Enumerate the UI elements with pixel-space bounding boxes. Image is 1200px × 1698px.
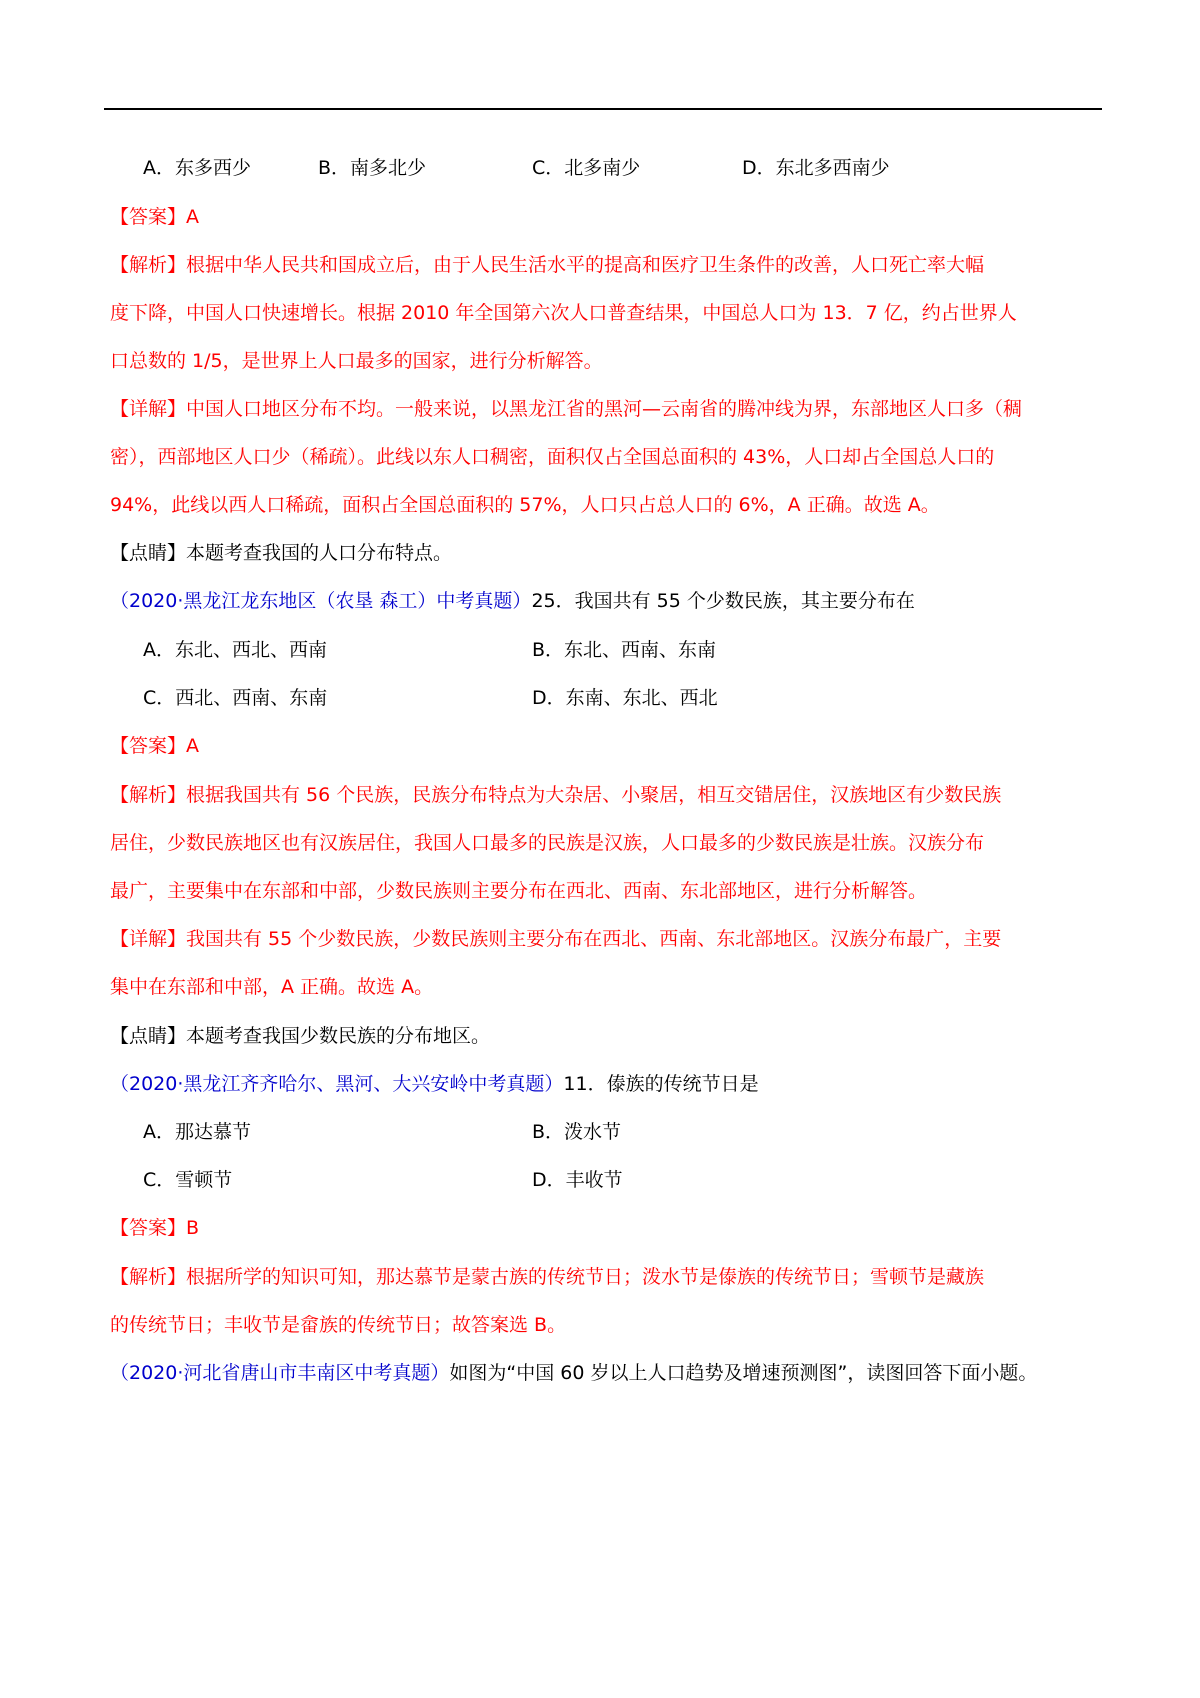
- q25-option-a: A．东北、西北、西南: [143, 639, 327, 661]
- header-rule: [104, 108, 1102, 110]
- q24-option-c: C．北多南少: [532, 157, 641, 179]
- q11-option-b: B．泼水节: [532, 1121, 622, 1143]
- q25-stem-row: [110, 589, 915, 613]
- q11-source: （2020·黑龙江齐齐哈尔、黑河、大兴安岭中考真题）: [110, 1073, 564, 1095]
- q24-option-a: A．东多西少: [143, 157, 251, 179]
- q25-answer: 【答案】A: [110, 735, 199, 757]
- q24-jiexi-line-3: 口总数的 1/5，是世界上人口最多的国家，进行分析解答。: [110, 350, 603, 372]
- q25-option-b: B．东北、西南、东南: [532, 639, 717, 661]
- q24-xiangjie-line-2: 密），西部地区人口少（稀疏）。此线以东人口稠密，面积仅占全国总面积的 43%，人口却占全国总人口的: [110, 446, 995, 468]
- q25-xiangjie-line-2: 集中在东部和中部，A 正确。故选 A。: [110, 976, 434, 998]
- q25-source: （2020·黑龙江龙东地区（农垦 森工）中考真题）: [110, 590, 532, 612]
- q11-stem-row: [110, 1072, 759, 1096]
- q24-option-d: D．东北多西南少: [742, 157, 890, 179]
- q24-jiexi-line-2: 度下降，中国人口快速增长。根据 2010 年全国第六次人口普查结果，中国总人口为 13．7 亿，约占世界人: [110, 302, 1017, 324]
- q-next-source: （2020·河北省唐山市丰南区中考真题）: [110, 1362, 450, 1384]
- q25-jiexi-line-1: 【解析】根据我国共有 56 个民族，民族分布特点为大杂居、小聚居，相互交错居住，汉族地区有少数民族: [110, 784, 1002, 806]
- q-next-stem: 如图为“中国 60 岁以上人口趋势及增速预测图”，读图回答下面小题。: [449, 1362, 1038, 1384]
- q-next-stem-row: [110, 1361, 1037, 1385]
- q25-xiangjie-line-1: 【详解】我国共有 55 个少数民族，少数民族则主要分布在西北、西南、东北部地区。汉族分布最广，主要: [110, 928, 1002, 950]
- q24-xiangjie-line-1: 【详解】中国人口地区分布不均。一般来说，以黑龙江省的黑河—云南省的腾冲线为界，东部地区人口多（稠: [110, 398, 1023, 420]
- q25-jiexi-line-3: 最广，主要集中在东部和中部，少数民族则主要分布在西北、西南、东北部地区，进行分析解答。: [110, 880, 928, 902]
- q11-jiexi-line-2: 的传统节日；丰收节是畲族的传统节日；故答案选 B。: [110, 1314, 567, 1336]
- q24-answer: 【答案】A: [110, 206, 199, 228]
- q25-dianjing: 【点睛】本题考查我国少数民族的分布地区。: [110, 1025, 491, 1047]
- q11-stem: 11．傣族的传统节日是: [563, 1073, 759, 1095]
- q11-jiexi-line-1: 【解析】根据所学的知识可知，那达慕节是蒙古族的传统节日；泼水节是傣族的传统节日；雪顿节是藏族: [110, 1266, 985, 1288]
- q24-option-b: B．南多北少: [318, 157, 427, 179]
- q11-option-d: D．丰收节: [532, 1169, 623, 1191]
- q11-answer: 【答案】B: [110, 1217, 200, 1239]
- q24-dianjing: 【点睛】本题考查我国的人口分布特点。: [110, 542, 453, 564]
- q25-option-c: C．西北、西南、东南: [143, 687, 328, 709]
- q25-jiexi-line-2: 居住，少数民族地区也有汉族居住，我国人口最多的民族是汉族，人口最多的少数民族是壮族。汉族分布: [110, 832, 985, 854]
- q25-stem: 25．我国共有 55 个少数民族，其主要分布在: [531, 590, 915, 612]
- q25-option-d: D．东南、东北、西北: [532, 687, 718, 709]
- q24-jiexi-line-1: 【解析】根据中华人民共和国成立后，由于人民生活水平的提高和医疗卫生条件的改善，人口死亡率大幅: [110, 254, 985, 276]
- q11-option-c: C．雪顿节: [143, 1169, 233, 1191]
- q11-option-a: A．那达慕节: [143, 1121, 251, 1143]
- q24-xiangjie-line-3: 94%，此线以西人口稀疏，面积占全国总面积的 57%，人口只占总人口的 6%，A 正确。故选 A。: [110, 494, 940, 516]
